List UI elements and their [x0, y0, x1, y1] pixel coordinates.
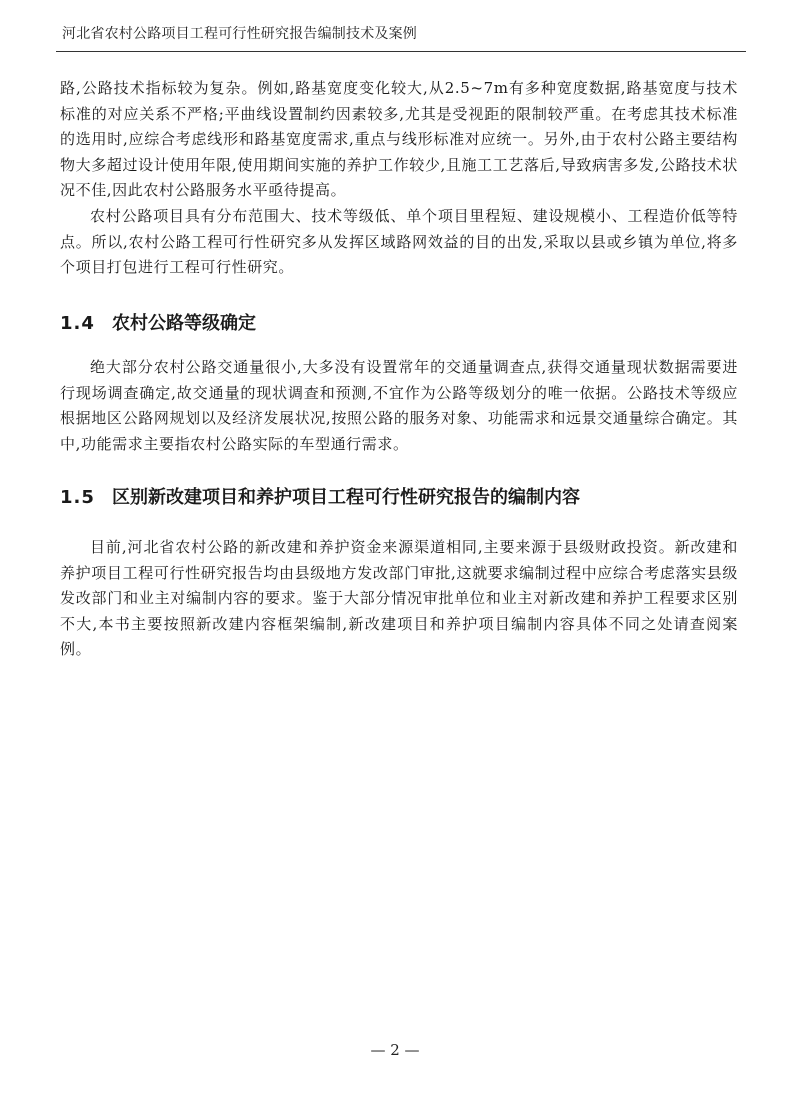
paragraph-continued: 路,公路技术指标较为复杂。例如,路基宽度变化较大,从2.5~7m有多种宽度数据,路基宽度与技术标准的对应关系不严格;平曲线设置制约因素较多,尤其是受视距的限制较严重。在考虑其技术标准的选用时,应综合考虑线形和路基宽度需求,重点与线形标准对应统一。另外,由于农村公路主要结构物大多超过设计使用年限,使用期间实施的养护工作较少,且施工工艺落后,导致病害多发,公路技术状况不佳,因此农村公路服务水平亟待提高。: [60, 79, 738, 199]
section-number: 1.4: [60, 313, 95, 334]
page-number: [0, 1040, 790, 1060]
section-title: 区别新改建项目和养护项目工程可行性研究报告的编制内容: [112, 487, 580, 508]
section-title: 农村公路等级确定: [112, 313, 256, 334]
section-heading-1-4: [60, 311, 740, 337]
page-number-value: 2: [390, 1041, 400, 1059]
paragraph-features: 农村公路项目具有分布范围大、技术等级低、单个项目里程短、建设规模小、工程造价低等特点。所以,农村公路工程可行性研究多从发挥区域路网效益的目的出发,采取以县或乡镇为单位,将多个项目打包进行工程可行性研究。: [60, 207, 738, 276]
running-header: 河北省农村公路项目工程可行性研究报告编制技术及案例: [62, 26, 417, 42]
section-number: 1.5: [60, 487, 95, 508]
section-1-4-body: 绝大部分农村公路交通量很小,大多没有设置常年的交通量调查点,获得交通量现状数据需要进行现场调查确定,故交通量的现状调查和预测,不宜作为公路等级划分的唯一依据。公路技术等级应根据地区公路网规划以及经济发展状况,按照公路的服务对象、功能需求和远景交通量综合确定。其中,功能需求主要指农村公路实际的车型通行需求。: [60, 358, 738, 453]
header-rule: [56, 51, 746, 52]
section-heading-1-5: [60, 485, 740, 511]
page-number-dash-right: —: [404, 1041, 420, 1059]
section-1-5-body: 目前,河北省农村公路的新改建和养护资金来源渠道相同,主要来源于县级财政投资。新改建和养护项目工程可行性研究报告均由县级地方发改部门审批,这就要求编制过程中应综合考虑落实县级发改部门和业主对编制内容的要求。鉴于大部分情况审批单位和业主对新改建和养护工程要求区别不大,本书主要按照新改建内容框架编制,新改建项目和养护项目编制内容具体不同之处请查阅案例。: [60, 538, 738, 658]
page-number-dash-left: —: [370, 1041, 386, 1059]
